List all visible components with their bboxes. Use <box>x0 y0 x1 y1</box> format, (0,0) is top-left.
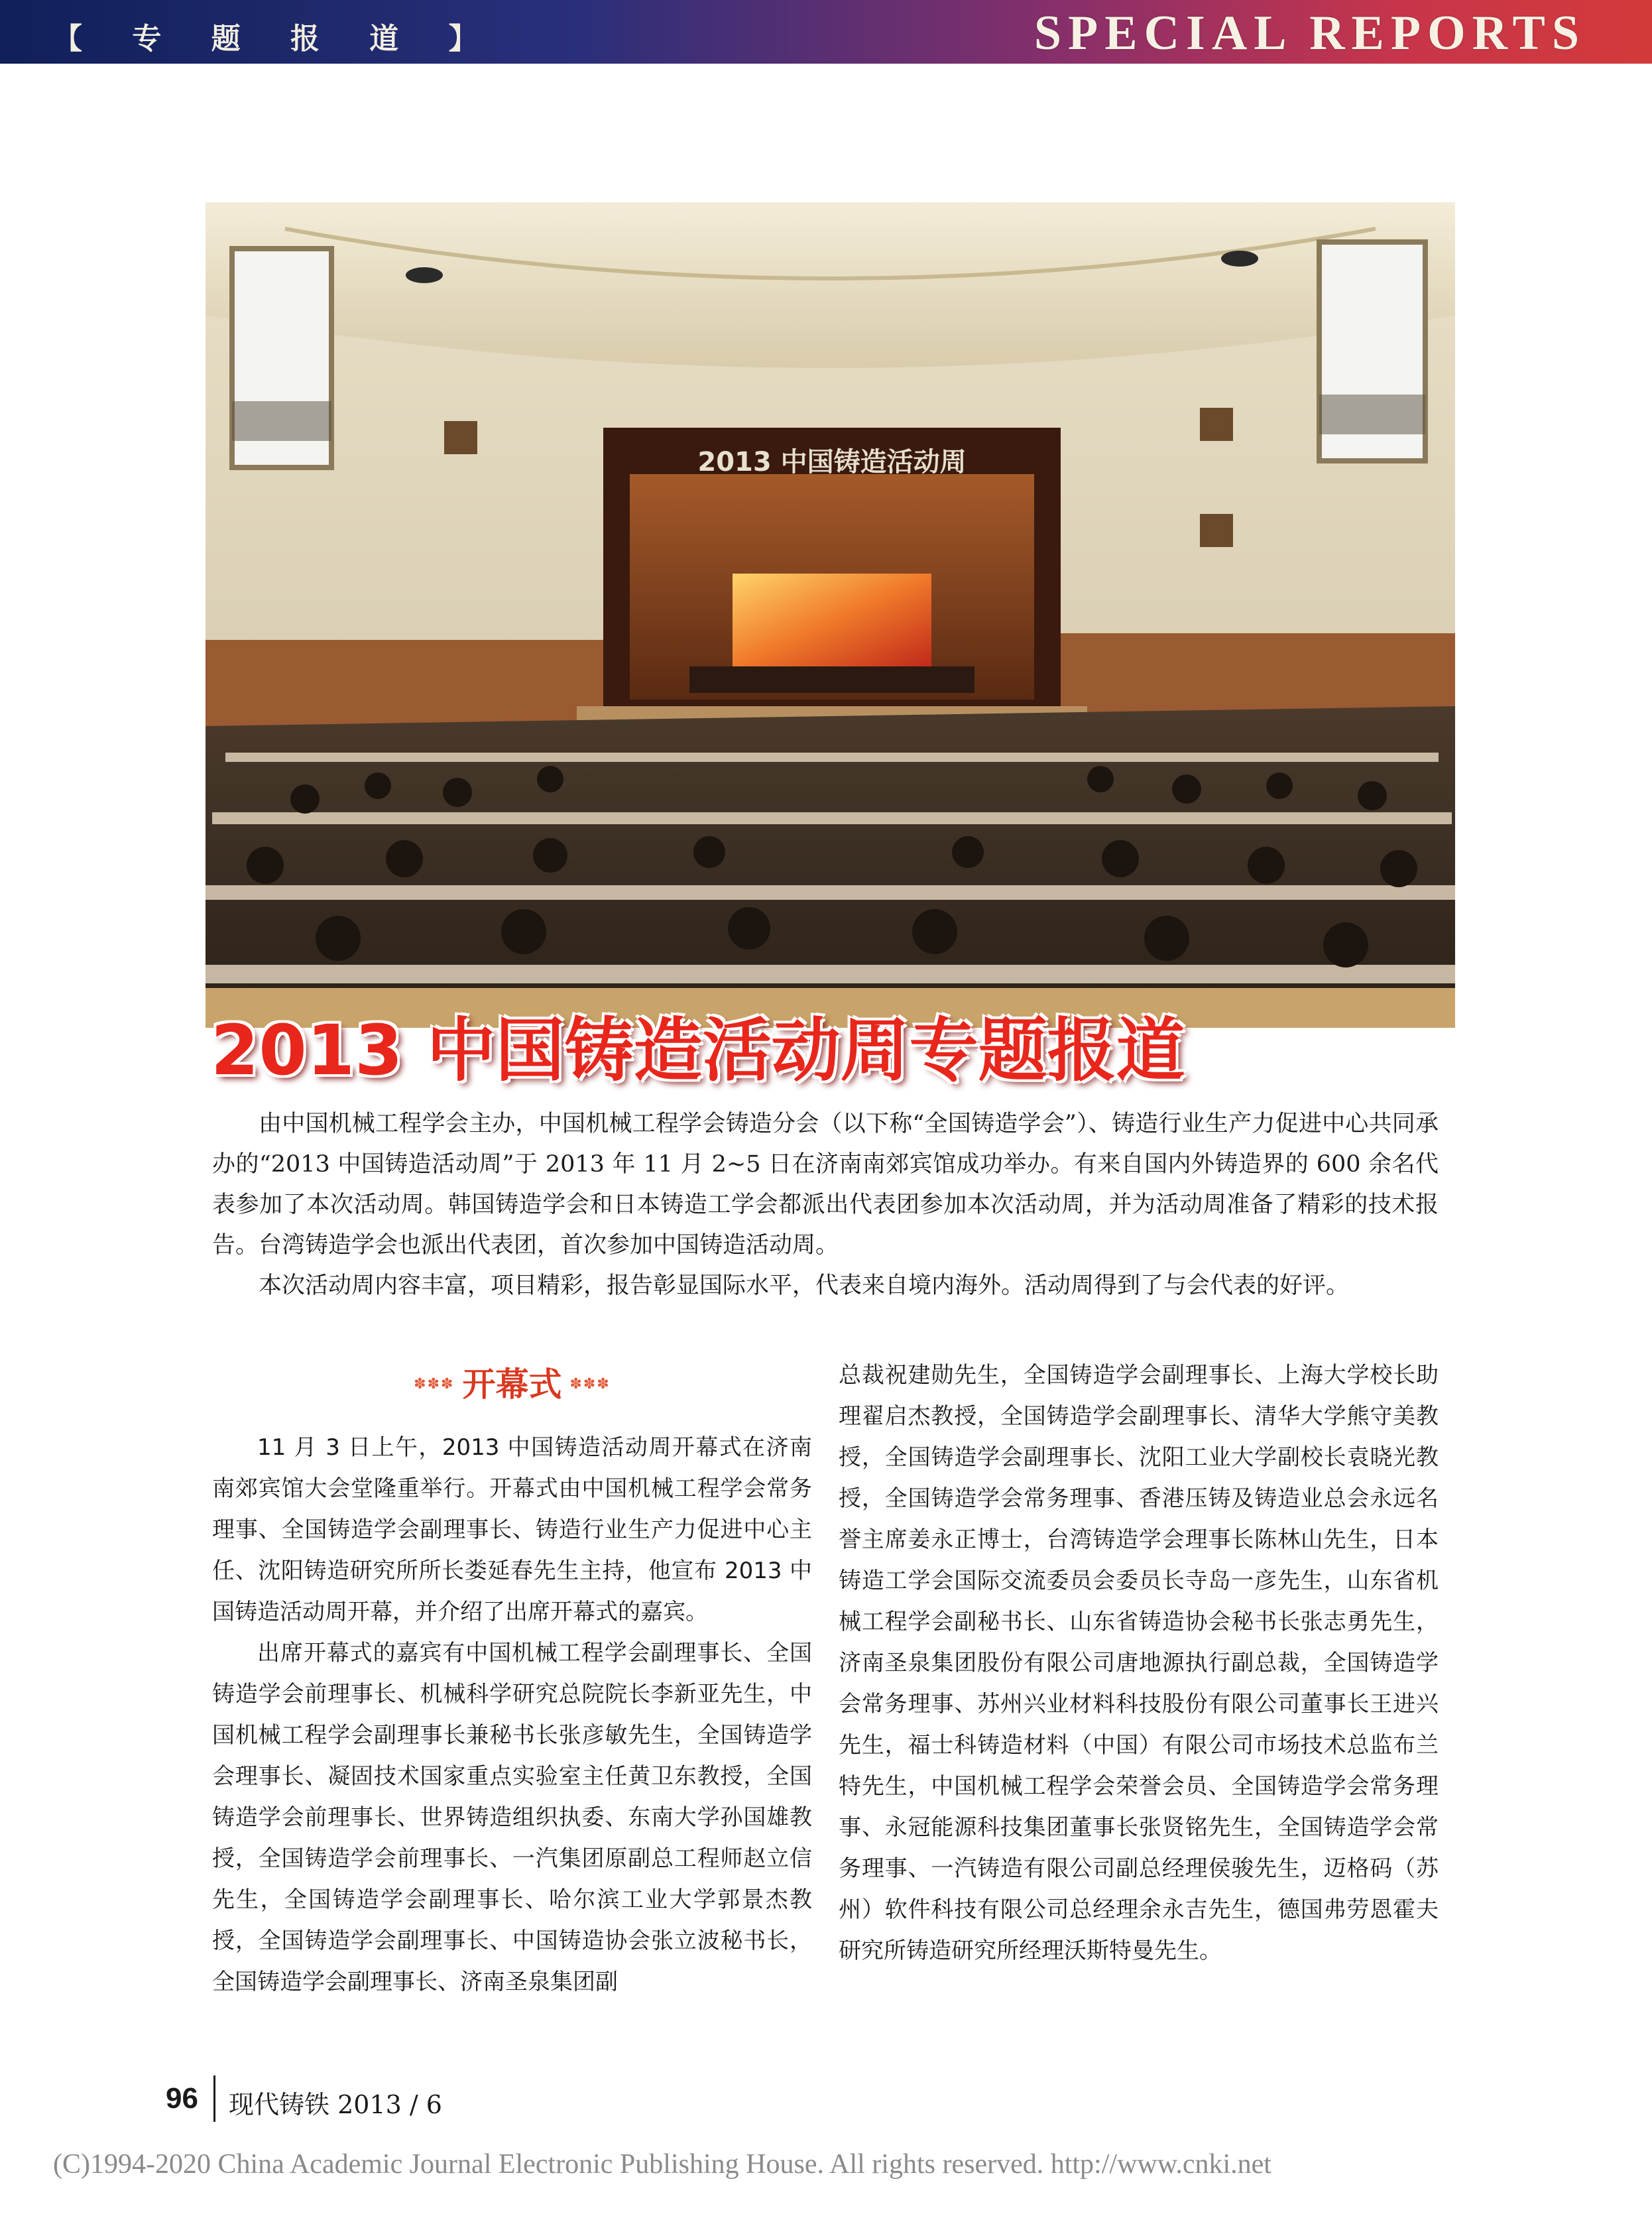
article-title: 2013 中国铸造活动周专题报道 <box>211 1010 1185 1091</box>
left-column <box>212 1353 812 2003</box>
section-label-cn: 【 专 题 报 道 】 <box>53 22 498 56</box>
journal-name: 现代铸铁 2013 / 6 <box>229 2090 442 2119</box>
intro-paragraph: 本次活动周内容丰富，项目精彩，报告彰显国际水平，代表来自境内海外。活动周得到了与会代表的好评。 <box>259 1272 1350 1299</box>
footer-divider <box>213 2075 215 2122</box>
copyright-notice: (C)1994-2020 China Academic Journal Electronic Publishing House. All rights reserved. http://www.cnki.net <box>53 2149 1271 2180</box>
body-paragraph: 出席开幕式的嘉宾有中国机械工程学会副理事长、全国铸造学会前理事长、机械科学研究总院院长李新亚先生，中国机械工程学会副理事长兼秘书长张彦敏先生，全国铸造学会理事长、凝固技术国家重点实验室主任黄卫东教授，全国铸造学会前理事长、世界铸造组织执委、东南大学孙国雄教授，全国铸造学会前理事长、一汽集团原副总工程师赵立信先生，全国铸造学会副理事长、哈尔滨工业大学郭景杰教授，全国铸造学会副理事长、中国铸造协会张立波秘书长，全国铸造学会副理事长、济南圣泉集团副 <box>212 1640 812 1995</box>
section-heading-label: 开幕式 <box>462 1365 562 1404</box>
intro-paragraph: 由中国机械工程学会主办，中国机械工程学会铸造分会（以下称“全国铸造学会”）、铸造行业生产力促进中心共同承办的“2013 中国铸造活动周”于 2013 年 11 月 2~5 日在济南南郊宾馆成功举办。有来自国内外铸造界的 600 余名代表参加了本次活动周。韩国铸造学会和日本铸造工学会都派出代表团参加本次活动周，并为活动周准备了精彩的技术报告。台湾铸造学会也派出代表团，首次参加中国铸造活动周。 <box>212 1111 1439 1259</box>
hall-banner-text: 2013 中国铸造活动周 <box>697 447 967 477</box>
body-paragraph-continued: 总裁祝建勋先生，全国铸造学会副理事长、上海大学校长助理翟启杰教授，全国铸造学会副理事长、清华大学熊守美教授，全国铸造学会副理事长、沈阳工业大学副校长袁晓光教授，全国铸造学会常务理事、香港压铸及铸造业总会永远名誉主席姜永正博士，台湾铸造学会理事长陈林山先生，日本铸造工学会国际交流委员会委员长寺岛一彦先生，山东省机械工程学会副秘书长、山东省铸造协会秘书长张志勇先生，济南圣泉集团股份有限公司唐地源执行副总裁，全国铸造学会常务理事、苏州兴业材料科技股份有限公司董事长王进兴先生，福士科铸造材料（中国）有限公司市场技术总监布兰特先生，中国机械工程学会荣誉会员、全国铸造学会常务理事、永冠能源科技集团董事长张贤铭先生，全国铸造学会常务理事、一汽铸造有限公司副总经理侯骏先生，迈格码（苏州）软件科技有限公司总经理余永吉先生，德国弗劳恩霍夫研究所铸造研究所经理沃斯特曼先生。 <box>839 1362 1439 1964</box>
intro-text <box>212 1104 1439 1306</box>
body-paragraph: 11 月 3 日上午，2013 中国铸造活动周开幕式在济南南郊宾馆大会堂隆重举行。开幕式由中国机械工程学会常务理事、全国铸造学会副理事长、铸造行业生产力促进中心主任、沈阳铸造研究所所长娄延春先生主持，他宣布 2013 中国铸造活动周开幕，并介绍了出席开幕式的嘉宾。 <box>212 1434 812 1625</box>
page-number: 96 <box>166 2082 198 2115</box>
ornament-right: ✽✽✽ <box>569 1376 611 1392</box>
section-heading <box>212 1353 812 1416</box>
section-label-en: SPECIAL REPORTS <box>1033 6 1586 60</box>
conference-hall-photo <box>206 202 1455 1028</box>
ornament-left: ✽✽✽ <box>414 1376 455 1392</box>
header-band <box>0 0 1652 64</box>
right-column <box>839 1355 1439 1971</box>
